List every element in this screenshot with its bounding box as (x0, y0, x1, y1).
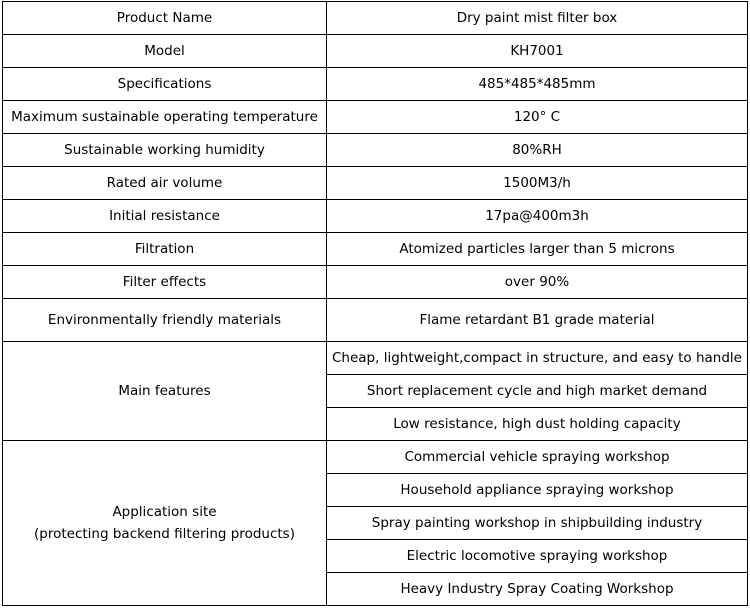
row-label: Rated air volume (3, 167, 327, 200)
main-feature-value: Cheap, lightweight,compact in structure, and easy to handle (327, 342, 748, 375)
application-site-value: Electric locomotive spraying workshop (327, 540, 748, 573)
row-label: Maximum sustainable operating temperature (3, 101, 327, 134)
table-row (3, 2, 748, 35)
row-value: KH7001 (327, 35, 748, 68)
table-row-application-site (3, 441, 748, 474)
row-value: 485*485*485mm (327, 68, 748, 101)
main-feature-value: Short replacement cycle and high market demand (327, 375, 748, 408)
application-site-label-line2: (protecting backend filtering products) (34, 526, 295, 542)
main-feature-value: Low resistance, high dust holding capacity (327, 408, 748, 441)
row-label: Sustainable working humidity (3, 134, 327, 167)
row-value: over 90% (327, 266, 748, 299)
row-label: Filter effects (3, 266, 327, 299)
application-site-value: Household appliance spraying workshop (327, 474, 748, 507)
row-label: Model (3, 35, 327, 68)
table-row (3, 101, 748, 134)
table-row (3, 266, 748, 299)
application-site-value: Heavy Industry Spray Coating Workshop (327, 573, 748, 606)
row-value: Flame retardant B1 grade material (327, 299, 748, 342)
row-label: Product Name (3, 2, 327, 35)
application-site-label-line1: Application site (112, 504, 217, 520)
table-row (3, 167, 748, 200)
row-value: Atomized particles larger than 5 microns (327, 233, 748, 266)
application-site-label (3, 441, 327, 606)
application-site-value: Commercial vehicle spraying workshop (327, 441, 748, 474)
product-spec-table (2, 1, 748, 606)
row-value: 80%RH (327, 134, 748, 167)
table-row (3, 35, 748, 68)
table-row (3, 134, 748, 167)
table-row (3, 68, 748, 101)
row-value: 1500M3/h (327, 167, 748, 200)
row-label: Initial resistance (3, 200, 327, 233)
row-label: Specifications (3, 68, 327, 101)
row-value: Dry paint mist filter box (327, 2, 748, 35)
main-features-label: Main features (3, 342, 327, 441)
table-row (3, 299, 748, 342)
row-label: Filtration (3, 233, 327, 266)
row-label: Environmentally friendly materials (3, 299, 327, 342)
row-value: 120° C (327, 101, 748, 134)
table-row (3, 233, 748, 266)
table-row (3, 200, 748, 233)
application-site-value: Spray painting workshop in shipbuilding industry (327, 507, 748, 540)
row-value: 17pa@400m3h (327, 200, 748, 233)
table-row-main-features (3, 342, 748, 375)
